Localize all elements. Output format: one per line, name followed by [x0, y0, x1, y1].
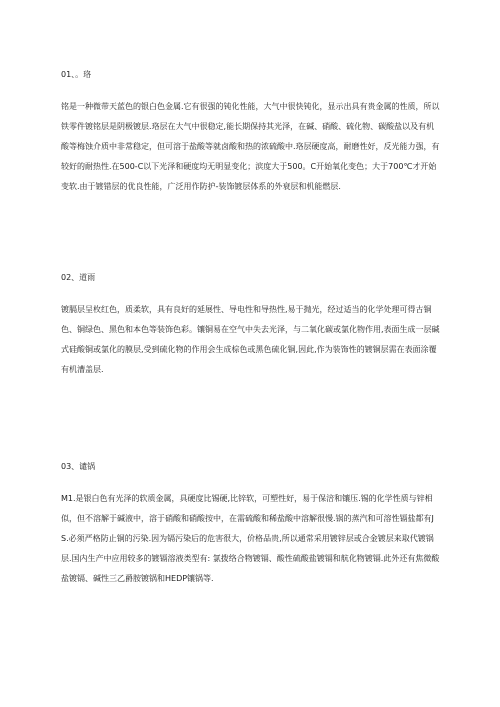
section-paragraph: 镀膈层呈枚红色，质柔软，具有良好的延展性、导电性和导热性,易于抛光，经过适当的化学处理可得古铜色、铜绿色、黑色和本色等装饰色彩。镶铜易在空气中失去光泽，与二氧化碳或氯化物作用,表面生成一层碱式硅酸铜或氯化的膜层,受到硫化物的作用会生成棕色或黑色硫化铜,因此,作为装饰性的镀铜层需在表面涂覆有机漕盖层. — [61, 305, 440, 374]
section-heading: 02、道雨 — [61, 273, 96, 282]
section-copper — [61, 272, 441, 380]
section-chromium — [61, 69, 441, 197]
section-paragraph: 铭是一种微带天蓝色的银白色金属.它有很强的钝化性能，大气中很快钝化，显示出具有贵金属的性质，所以铁零件镀铭层是阴极镀层.珞层在大气中很稳定,能长期保持其光泽，在碱、硝酸、硫化物、碳酸盐以及有机酸等梅蚀介质中非常稳定，但可溶于盐酸等就卤酸和热的浓硫酸中.珞层硬度高，耐磨性好，反光能力强，有较好的耐热性.在500-C以下光泽和硬度均无明显变化；滨度大于500。C开始氧化变色；大于700℃才开始变软.由于镀错层的优良性能，广泛用作防护-装饰镀层体系的外衰层和机能燃层. — [61, 102, 440, 191]
section-heading: 01、。珞 — [61, 70, 92, 79]
section-paragraph: M1.是银白色有光泽的软质金属，具硬度比锡硬,比锌软，可塑性好，易于保涪和镶压.锡的化学性质与锌相似，但不溶解于碱液中，溶于硝酸和硝酸按中，在需硫酸和稀盐酸中溶解很慢.锅的蒸汽和可溶性镉盐都有JS.必须严格防止铜的污染.因为镉污染后的危害很大，价格品贵,所以通常采用镀锌层或合金镀层来取代镀锅层.国内生产中应用较多的镀镉溶液类型有: 氯拨络合物镀镉、酸性硫酸盐镀镉和航化物镀镉.此外还有焦微酸盐镀镉、碱性三乙爵胺镀锅和HEDP镶锅等. — [61, 494, 440, 583]
section-heading: 03、谴锅 — [61, 462, 96, 471]
section-cadmium — [61, 461, 441, 589]
